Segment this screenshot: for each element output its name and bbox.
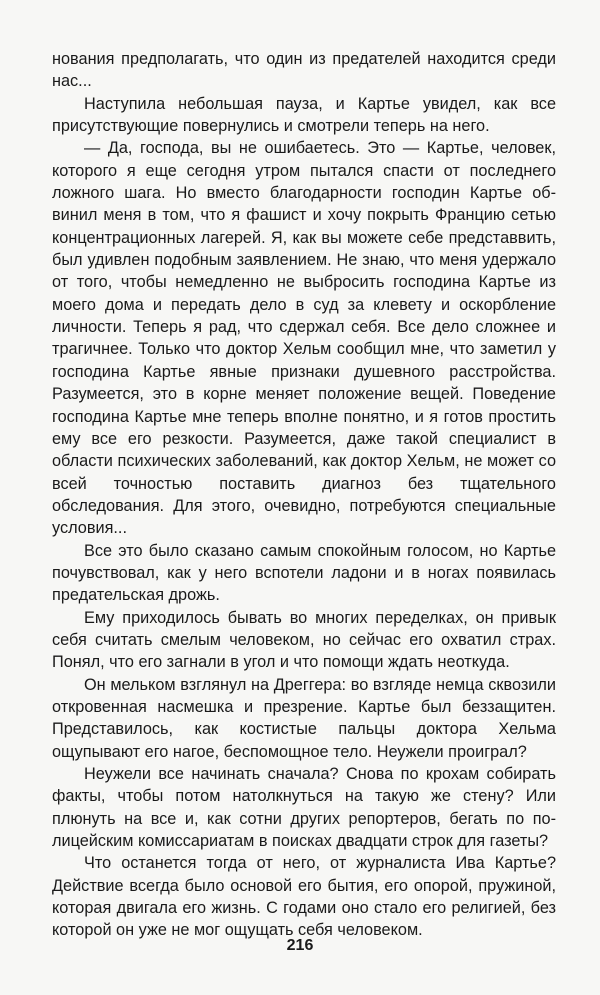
paragraph: Он мельком взглянул на Дреггера: во взгляде немца сквозили откровенная насмешка и презрение. Картье был беззащитен. Представилось, как костистые пальцы доктора Хельма ощупывают его нагое, беспомощное тело. Неужели проиграл? <box>52 675 556 761</box>
paragraph: Все это было сказано самым спокойным голосом, но Картье почувствовал, как у него вспотели ладони и в ногах появилась предательская дрожь. <box>52 541 556 605</box>
paragraph: Что останется тогда от него, от журналиста Ива Картье? Действие всегда было основой его бытия, его опорой, пружиной, которая двигала его жизнь. С годами оно стало его религией, без которой он уже не мог ощущать себя человеком. <box>52 854 556 940</box>
page-number: 216 <box>286 937 314 954</box>
paragraph: Неужели все начинать сначала? Снова по крохам собирать факты, чтобы потом натолкнуться на такую же стену? Или плюнуть на все и, как сотни других репортеров, бегать по полицейским комиссариатам в поисках двадцати строк для газеты? <box>52 765 556 851</box>
paragraph: Наступила небольшая пауза, и Картье увидел, как все присутствующие повернулись и смотрели теперь на него. <box>52 94 556 136</box>
paragraph: Ему приходилось бывать во многих переделках, он привык себя считать смелым человеком, но сейчас его охватил страх. Понял, что его загнали в угол и что помощи ждать неоткуда. <box>52 608 556 672</box>
paragraph: — Да, господа, вы не ошибаетесь. Это — Картье, человек, которого я еще сегодня утром пытался спасти от последнего ложного шага. Но вместо благодарности господин Картье обвинил меня в том, что я фашист и хочу покрыть Францию сетью концентрационных лагерей. Я, как вы можете себе представвить, был удивлен подобным заявлением. Не знаю, что меня удержало от того, чтобы немедленно не выбросить господина Картье из моего дома и передать дело в суд за клевету и оскорбление личности. Теперь я рад, что сдержал себя. Все дело сложнее и трагичнее. Только что доктор Хельм сообщил мне, что заметил у господина Картье явные признаки душевного расстройства. Разумеется, это в корне меняет положение вещей. Поведение господина Картье мне теперь вполне понятно, и я готов простить ему все его резкости. Разумеется, даже такой специалист в области психических заболеваний, как доктор Хельм, не может со всей точностью поставить диагноз без тщательного обследования. Для этого, очевидно, потребуются специальные условия... <box>52 139 556 538</box>
page-text-block <box>52 48 556 942</box>
paragraph-continuation: нования предполагать, что один из предателей находится среди нас... <box>52 50 556 91</box>
